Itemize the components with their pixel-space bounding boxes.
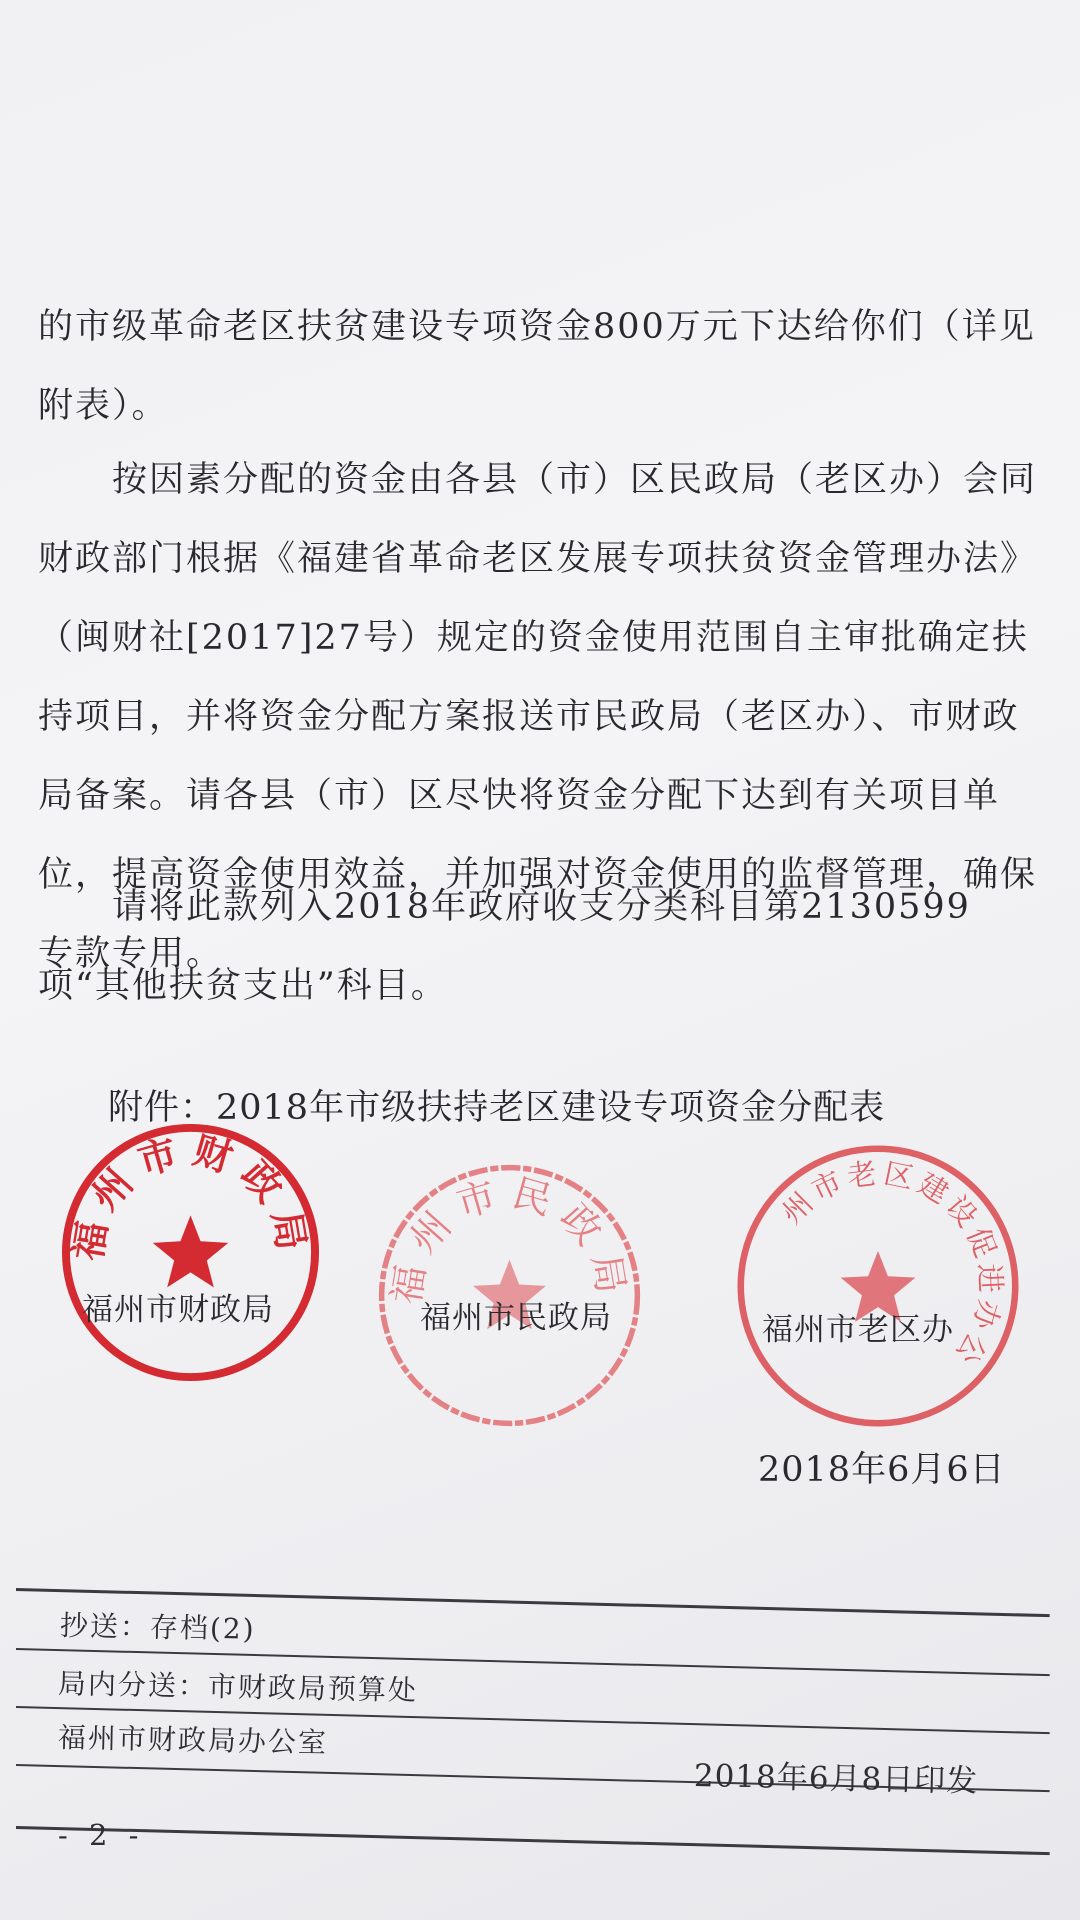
signature-civil-affairs: 福州市民政局: [420, 1300, 612, 1336]
internal-distribution-line: 局内分送：市财政局预算处: [57, 1667, 419, 1707]
attachment-line: 附件：2018年市级扶持老区建设专项资金分配表: [108, 1088, 886, 1128]
seal-2-text: 福州市民政局: [384, 1170, 635, 1308]
seal-3-text: 福州市老区建设促进办公室: [774, 1155, 1008, 1374]
old-area-office-seal: [732, 1140, 1024, 1432]
body-paragraph-1: 的市级革命老区扶贫建设专项资金800万元下达给你们（详见附表）。: [38, 307, 1036, 426]
body-paragraph-2: 按因素分配的资金由各县（市）区民政局（老区办）会同财政部门根据《福建省革命老区发展专项扶贫资金管理办法》（闽财社[2017]27号）规定的资金使用范围自主审批确定扶持项目，并将资金分配方案报送市民政局（老区办）、市财政局备案。请各县（市）区尽快将资金分配下达到有关项目单位，提高资金使用效益，并加强对资金使用的监督管理，确保专款专用。: [38, 460, 1038, 974]
finance-bureau-seal: [58, 1120, 323, 1385]
star-icon: [153, 1215, 229, 1287]
print-date: 2018年6月8日印发: [693, 1758, 979, 1800]
cc-line: 抄送：存档(2): [59, 1609, 256, 1646]
signature-finance-bureau: 福州市财政局: [82, 1292, 274, 1328]
page-number: - 2 -: [58, 1818, 145, 1852]
signature-old-area-office: 福州市老区办: [762, 1312, 954, 1348]
footer-divider: [16, 1826, 1050, 1855]
body-paragraph-3: 请将此款列入2018年政府收支分类科目第2130599项“其他扶贫支出”科目。: [38, 887, 971, 1006]
seal-1-text: 福州市财政局: [65, 1128, 316, 1264]
issuing-office-line: 福州市财政局办公室: [57, 1721, 329, 1760]
signing-date: 2018年6月6日: [758, 1450, 1006, 1490]
